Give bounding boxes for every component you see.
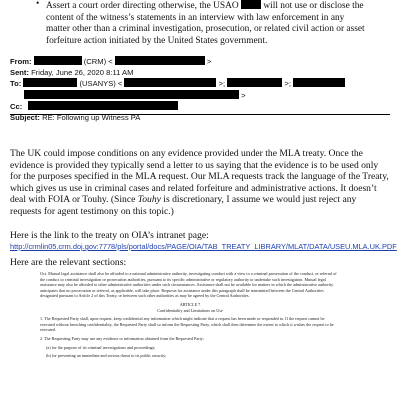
embedded-treaty-excerpt — [40, 271, 340, 400]
sent-value: Friday, June 26, 2020 8:11 AM — [31, 67, 134, 77]
redaction-box — [115, 56, 205, 65]
to-value: (USANYS) < — [79, 79, 123, 89]
prior-text-line-3: matter other than a criminal investigation, prosecution, or related civil action or asset — [46, 24, 365, 34]
redaction-box — [24, 90, 239, 99]
redaction-box — [293, 78, 345, 87]
treaty-link[interactable]: http://crmlin05.crm.doj.gov:7778/pls/portal/docs/PAGE/OIA/TAB_TREATY_LIBRARY/MLAT/DATA/USEU.MLA.UK.PDF — [10, 242, 397, 251]
redaction-box — [227, 78, 282, 87]
treaty-subparagraph: (a) for the purpose of its criminal investigations and proceedings; — [46, 344, 156, 350]
redaction-box — [28, 101, 178, 110]
header-divider — [10, 114, 390, 115]
sent-label: Sent: — [10, 67, 29, 77]
treaty-paragraph: 1. The Requested Party shall, upon request, keep confidential any information which might indicate that a request has been made or responded to. If the request cannot be executed without breaching confidentiality, the Requested Party shall so inform the Requesting Party, which shall then determine the extent to which it wishes the request to be executed. — [40, 316, 334, 333]
subject-label: Subject: — [10, 112, 40, 122]
to-label: To: — [10, 79, 22, 89]
email-sent-row — [10, 68, 390, 79]
redaction-box — [34, 56, 82, 65]
prior-text-line-4: forfeiture action initiated by the United States government. — [46, 35, 268, 46]
treaty-subparagraph: (b) for preventing an immediate and serious threat to its public security; — [46, 353, 167, 359]
treaty-article-title: Confidentiality and Limitations on Use — [157, 307, 223, 313]
cc-label: Cc: — [10, 102, 23, 112]
redaction-box — [124, 78, 216, 87]
subject-value: RE: Following up Witness PA — [42, 112, 141, 122]
treaty-link-block — [10, 230, 397, 252]
prior-text-line-1: Assert a court order directing otherwise, the USAO will not use or disclose the — [46, 1, 364, 11]
redaction-box — [241, 0, 261, 9]
email-body-paragraph: The UK could impose conditions on any evidence provided under the MLA treaty. Once the evidence is provided they typically send a letter to us saying that the evidence is to be used only for the purposes specified in the MLA request. Our MLA requests track the language of the Treaty, which gives us use in criminal cases and related forfeiture and administrative actions. It doesn’t deal with FOIA or Touhy. (Since Touhy is discretionary, I assume we would just reject any requests for agent testimony on this topic.) — [10, 148, 389, 217]
from-label: From: — [10, 57, 32, 66]
email-from-row: From: (CRM) < > — [10, 57, 212, 66]
bullet-marker: • — [36, 0, 40, 9]
email-cc-row — [10, 101, 390, 113]
prior-text-block — [36, 0, 386, 47]
email-to-row-2: > — [10, 90, 390, 102]
treaty-paragraph: Oct. Mutual legal assistance shall also be afforded to a national administrative authority, investigating conduct with a view to a criminal prosecution of the conduct, or referral of the conduct to criminal investigation or prosecution authorities, pursuant to its specific administrative or regulatory authority to undertake such investigation. Mutual legal assistance may also be afforded to other administrative authorities under such circumstances. Assistance shall not be available for matters in which the administrative authority anticipates that no prosecution or referral, as applicable, will take place. Requests for assistance under this paragraph shall be transmitted between the Central Authorities designated pursuant to Article 2 of this Treaty, or between such other authorities as may be agreed by the Central Authorities. — [40, 271, 337, 299]
relevant-sections-text: Here are the relevant sections: — [10, 257, 127, 268]
touhy-italic: Touhy — [137, 194, 161, 206]
link-intro: Here is the link to the treaty on OIA’s intranet page: — [10, 230, 209, 241]
treaty-article-number: ARTICLE 7 — [179, 301, 201, 307]
redaction-box — [23, 78, 77, 87]
email-to-row: To: (USANYS) < >; >; — [10, 78, 390, 90]
prior-text-line-2: content of the witness’s statements in an interview with law enforcement in any — [46, 12, 345, 23]
from-value: (CRM) < — [83, 57, 113, 66]
treaty-paragraph: 2. The Requesting Party may use any evidence or information obtained from the Requested Party: — [40, 335, 205, 341]
